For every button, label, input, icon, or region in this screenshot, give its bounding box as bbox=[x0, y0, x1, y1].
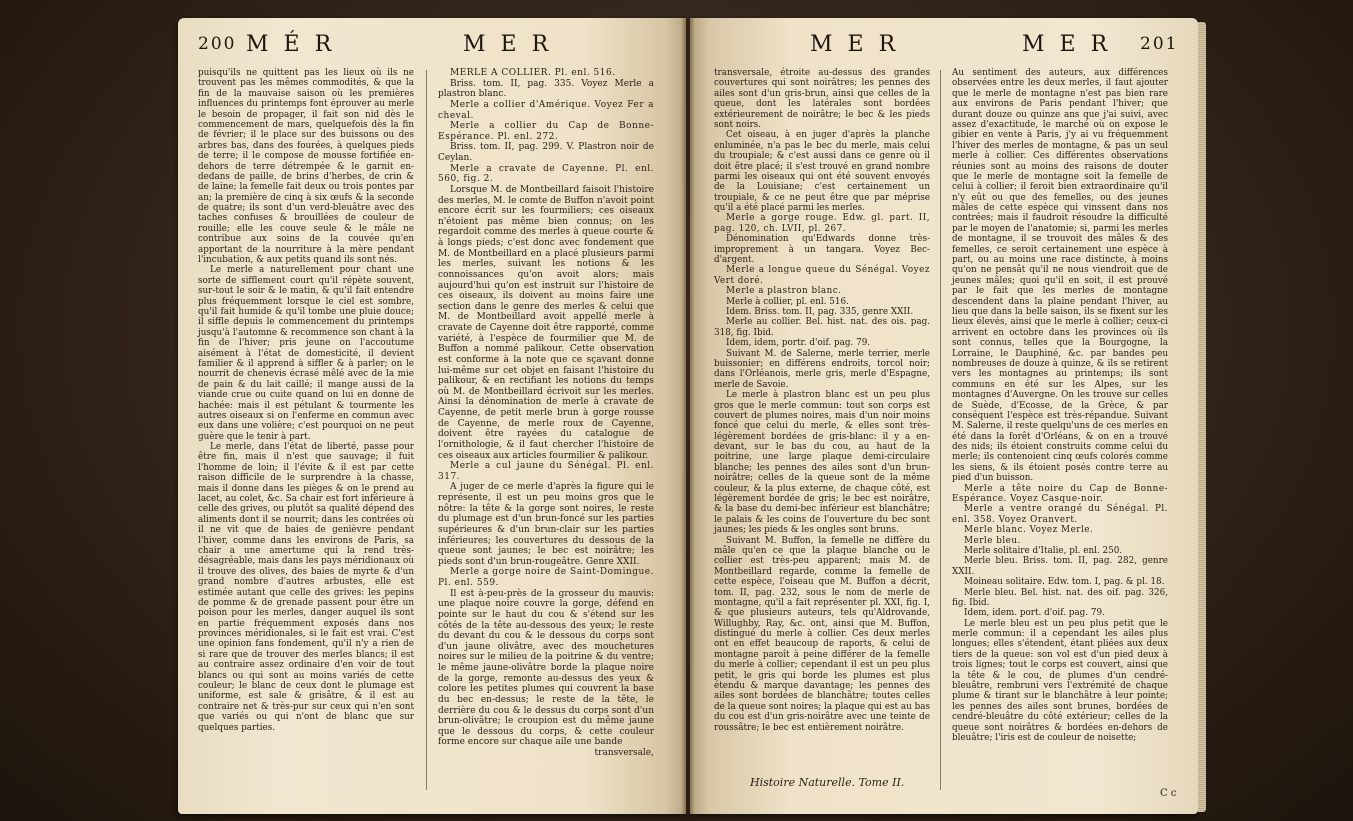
entry-line: Idem, idem, portr. d'oif. pag. 79. bbox=[726, 338, 871, 349]
book-gutter bbox=[681, 18, 695, 814]
entry-heading: Merle a gorge rouge. Edw. gl. part. II, pag. 120, ch. LVII, pl. 267. bbox=[714, 213, 930, 234]
paragraph: transversale, étroite au-dessus des grandes couvertures qui sont noirâtres; les pennes des ailes sont d'un gris-brun, ainsi que celles de la queue, dont les latérales sont bordées extérieurement de noirâtre; le bec & les pieds sont noirs. bbox=[714, 68, 930, 130]
entry-line: Merle bleu. Briss. tom. II, pag. 282, genre XXII. bbox=[952, 556, 1168, 577]
left-page bbox=[178, 18, 686, 814]
entry-line: Idem. Briss. tom. II, pag. 335, genre XXII. bbox=[726, 306, 914, 317]
entry-heading: Merle a collier d'Amérique. Voyez Fer a cheval. bbox=[438, 99, 654, 121]
page-number: 201 bbox=[1140, 34, 1179, 54]
entry-heading: Merle a gorge noire de Saint-Domingue. Pl. enl. 559. bbox=[438, 567, 654, 588]
entry-heading: Merle a cul jaune du Sénégal. Pl. enl. 317. bbox=[438, 461, 654, 482]
entry-line: Briss. tom. II, pag. 335. Voyez Merle a plastron blanc. bbox=[438, 78, 654, 100]
paragraph: Au sentiment des auteurs, aux différences observées entre les deux merles, il faut ajouter que le merle de montagne n'est pas bien rare aux environs de Paris pendant l'hiver; que durant douze ou quinze ans que j'ai suivi, avec assez d'exactitude, le marché où on expose le gibier en vente à Paris, j'y ai vu fréquemment l'hiver des merles de montagne, & pas un seul merle à collier. Ces différentes observations réunies sont au moins des raisons de douter que le merle de montagne soit la femelle de celui à collier; il feroit bien extraordinaire qu'il n'y eût ou que des femelles, ou des jeunes mâles de cette espèce qui vinssent dans nos contrées; mais il faudroit résoudre la difficulté par le moyen de l'anatomie; si, parmi les merles de montagne, il se trouvoit des mâles & des femelles, ce seroit certainement une espèce à part, ou au moins une race distincte, à moins qu'on ne pensât qu'il ne nous viendroit que de jeunes mâles; quoi qu'il en soit, il est prouvé par le fait que les merles de montagne descendent dans la plaine pendant l'hiver, au lieu que dans la belle saison, ils se fixent sur les lieux élevés, ainsi que le merle à collier; ceux-ci arrivent en octobre dans les provinces où ils sont connus, telles que la Bourgogne, la Lorraine, le Dauphiné, &c. par bandes peu nombreuses de douze à quinze, & ils se retirent vers les montagnes au printemps; ils sont communs en été sur les Alpes, sur les montagnes d'Auvergne. On les trouve sur celles de Suède, d'Ecosse, de la Grèce, & par conséquent l'espèce est très-répandue. Suivant M. Salerne, il reste quelqu'uns de ces merles en été dans la forêt d'Orléans, & on en a trouvé des nids; ils étoient construits comme celui du merle; ils contenoient cinq œufs colorés comme les siens, & ils étoient posés contre terre au pied d'un buisson. bbox=[952, 68, 1168, 484]
catchword: transversale, bbox=[594, 748, 654, 758]
entry-heading: Merle a plastron blanc. bbox=[726, 286, 842, 297]
running-head: M E R bbox=[810, 32, 900, 57]
paragraph: Le merle a naturellement pour chant une sorte de sifflement court qu'il répète souvent, sur-tout le soir & le matin, & qu'il fait entendre plus fréquemment lorsque le ciel est sombre, qu'il fait humide & qu'il tombe une pluie douce; il siffle depuis le commencement du printemps jusqu'à l'automne & recommence son chant à la fin de l'hiver; pris jeune on l'accoutume aisément à l'état de domesticité, il devient familier & il apprend à siffler & à parler; on le nourrit de chenevis écrasé mêlé avec de la mie de pain & du lait caillé; il mange aussi de la viande crue ou cuite quand on lui en donne de hachée: mais il est pétulant & tourmente les autres oiseaux si on l'enferme en commun avec eux dans une volière; c'est pourquoi on ne peut guère que le tenir à part. bbox=[198, 265, 414, 442]
entry-heading: Merle a cravate de Cayenne. Pl. enl. 560, fig. 2. bbox=[438, 163, 654, 185]
open-book bbox=[178, 18, 1198, 814]
paragraph: Le merle bleu est un peu plus petit que le merle commun: il a cependant les ailes plus longues; elles s'étendent, étant pliées aux deux tiers de la queue: son vol est d'un pied deux à trois lignes; tout le corps est couvert, ainsi que la tête & le cou, de plumes d'un cendré-bleuâtre, rembruni vers l'extrémité de chaque plume & tirant sur le blanchâtre à leur pointe; les pennes des ailes sont brunes, bordées de cendré-bleuâtre du côté extérieur; celles de la queue sont noirâtres & bordées en-dehors de bleuâtre; l'iris est de couleur de noisette; bbox=[952, 618, 1168, 743]
signature-mark: C c bbox=[1160, 788, 1177, 799]
column-rule bbox=[940, 70, 941, 790]
entry-line: Merle à collier, pl. enl. 516. bbox=[726, 296, 849, 307]
left-page-header bbox=[178, 32, 686, 62]
entry-heading: Merle blanc. Voyez Merle. bbox=[964, 525, 1094, 536]
right-page-header bbox=[690, 32, 1198, 62]
paragraph: Il est à-peu-près de la grosseur du mauvis: une plaque noire couvre la gorge, défend en pointe sur le haut du cou & s'étend sur les côtés de la tête au-dessous des yeux; le reste du devant du cou & le dessous du corps sont d'un jaune olivâtre, avec des mouchetures noires sur le milieu de la poitrine & du ventre; le même jaune-olivâtre borde la plaque noire de la gorge, remonte au-dessus des yeux & colore les petites plumes qui couvrent la base du bec en-dessus; le reste de la tête, le derrière du cou & le dessus du corps sont d'un brun-olivâtre; le croupion est du même jaune que le dessous du corps, & cette couleur forme encore sur chaque aile une bande bbox=[438, 588, 654, 748]
entry-heading: Merle a collier du Cap de Bonne-Espérance. Pl. enl. 272. bbox=[438, 121, 654, 142]
running-head: M É R bbox=[246, 32, 336, 57]
paragraph: Le merle à plastron blanc est un peu plus gros que le merle commun: tout son corps est couvert de plumes noires, mais d'un noir moins foncé que celui du merle, & elles sont très-légèrement bordées de gris-blanc: il y a en-devant, sur le bas du cou, au haut de la poitrine, une large plaque demi-circulaire blanche; les pennes des ailes sont d'un brun-noirâtre; celles de la queue sont de la même couleur, & la plus externe, de chaque côté, est légèrement bordée de gris; le bec est noirâtre, & la base du demi-bec inférieur est blanchâtre; le palais & les coins de l'ouverture du bec sont jaunes; les pieds & les ongles sont bruns. bbox=[714, 390, 930, 536]
paragraph: puisqu'ils ne quittent pas les lieux où ils ne trouvent pas les mêmes commodités, & que la fin de la mauvaise saison où les premières influences du printemps font éprouver au merle le besoin de propager, il fait son nid dès le commencement de mars, quelquefois dès la fin de février; il le place sur des buissons ou des arbres bas, dans des fourées, à quelques pieds de terre; il le compose de mousse fortifiée en-dehors de terre détrempée & le garnit en-dedans de paille, de brins d'herbes, de crin & de laine; la femelle fait deux ou trois pontes par an; la première de cinq à six œufs & la seconde de quatre; ils sont d'un verd-bleuâtre avec des taches confuses & brouillées de couleur de rouille; elle les couve seule & le mâle ne contribue aux soins de la couvée qu'en apportant de la nourriture à la mère pendant l'incubation, & aux petits quand ils sont nés. bbox=[198, 68, 414, 266]
left-page-column-1 bbox=[198, 68, 414, 733]
paragraph: Lorsque M. de Montbeillard faisoit l'histoire des merles, M. le comte de Buffon n'avoit point encore écrit sur les fourmiliers; ces oiseaux n'étoient pas même bien connus; on les regardoit comme des merles à queue courte & à longs pieds; c'est donc avec fondement que M. de Montbeillard en a placé plusieurs parmi les merles, suivant les notions & les connoissances qu'on avoit alors; mais aujourd'hui qu'on est instruit sur l'histoire de ces oiseaux, ils doivent au moins faire une section dans le genre des merles & celui que M. de Montbeillard avoit appellé merle à cravate de Cayenne doit être rapporté, comme variété, à l'espèce de fourmilier que M. de Buffon a nommé palikour. Cette observation est conforme à la note que ce sçavant donne lui-même sur cet objet en faisant l'histoire du palikour, & en rectifiant les notions du temps où M. de Montbeillard écrivoit sur les merles. Ainsi la dénomination de merle à cravate de Cayenne, de petit merle brun à gorge rousse de Cayenne, de merle roux de Cayenne, doivent être rayées du catalogue de l'ornithologie, & il faut chercher l'histoire de ces oiseaux aux articles fourmilier & palikour. bbox=[438, 184, 654, 461]
entry-heading: Merle bleu. bbox=[964, 535, 1021, 546]
entry-line: Merle bleu. Bel. hist. nat. des oif. pag. 326, fig. Ibid. bbox=[952, 587, 1168, 608]
paragraph: A juger de ce merle d'après la figure qui le représente, il est un peu moins gros que le nôtre: la tête & la gorge sont noires, le reste du plumage est d'un brun-foncé sur les parties supérieures & d'un brun-clair sur les parties inférieures; les couvertures du dessous de la queue sont jaunes; le bec est noirâtre; les pieds sont d'un brun-rougeâtre. Genre XXII. bbox=[438, 482, 654, 567]
entry-line: Idem, idem. port. d'oif. pag. 79. bbox=[964, 608, 1105, 619]
entry-heading: Merle a ventre orangé du Sénégal. Pl. enl. 358. Voyez Oranvert. bbox=[952, 504, 1168, 525]
paragraph: Suivant M. de Salerne, merle terrier, merle buissonier; en différens endroits, torcol noir; dans l'Orléanois, merle gris, merle d'Espagne, merle de Savoie. bbox=[714, 348, 930, 390]
running-head: M E R bbox=[463, 32, 553, 57]
entry-line: Briss. tom. II, pag. 299. V. Plastron noir de Ceylan. bbox=[438, 142, 654, 163]
entry-heading: Merle a longue queue du Sénégal. Voyez Vert doré. bbox=[714, 265, 930, 286]
entry-heading: Merle a tête noire du Cap de Bonne-Espérance. Voyez Casque-noir. bbox=[952, 483, 1168, 505]
entry-line: Moineau solitaire. Edw. tom. I, pag. & pl. 18. bbox=[964, 577, 1165, 588]
right-page-column-1 bbox=[714, 68, 930, 733]
paragraph: Le merle, dans l'état de liberté, passe pour être fin, mais il n'est que sauvage; il fuit l'homme de loin; il l'évite & il est par cette raison difficile de le surprendre à la chasse, mais il donne dans les pièges & on le prend au lacet, au colet, &c. Sa chair est fort inférieure à celle des grives, ou plutôt sa qualité dépend des aliments dont il se nourrit; dans les contrées où il ne vit que de baies de genièvre pendant l'hiver, comme dans les environs de Paris, sa chair a une amertume qui la rend très-désagréable, mais dans les pays méridionaux où il trouve des olives, des baies de myrte & d'un grand nombre d'autres arbustes, elle est estimée autant que celle des grives: les pepins de pomme & de grenade passent pour être un poison pour les merles, danger auquel ils sont en partie fréquemment exposés dans nos provinces méridionales, si le fait est vrai. C'est une opinion fans fondement, qu'il n'y a rien de si rare que de trouver des merles blancs; il est au contraire assez ordinaire d'en voir de tout blancs ou qui sont au moins variés de cette couleur; le blanc de ceux dont le plumage est uniforme, est sale & grisâtre, & il est au contraire net & très-pur sur ceux qui n'en sont que variés ou qui n'ont de blanc que sur quelques parties. bbox=[198, 442, 414, 733]
left-page-column-2 bbox=[438, 68, 654, 759]
page-edges bbox=[1198, 22, 1206, 812]
paragraph: Suivant M. Buffon, la femelle ne diffère du mâle qu'en ce que la plaque blanche ou le collier est très-peu apparent; mais M. de Montbeillard regarde, comme la femelle de cette espèce, l'oiseau que M. Buffon a décrit, tom. II, pag. 232, sous le nom de merle de montagne, qu'il a fait représenter pl. XXI, fig. I, & que plusieurs auteurs, tels qu'Aldrovande, Willughby, Ray, &c. ont, ainsi que M. Buffon, distingué du merle à collier. Ces deux merles ont en effet beaucoup de raports, & celui de montagne paroît à peine différer de la femelle du merle à collier; cependant il est un peu plus petit, le gris qui borde les plumes est plus étendu & marque davantage; les pennes des ailes sont bordées de blanchâtre; toutes celles de la queue sont noires; la plaque qui est au bas du cou est d'un gris-noirâtre avec une teinte de roussâtre; le bec est entièrement noirâtre. bbox=[714, 535, 930, 733]
paragraph: Cet oiseau, à en juger d'après la planche enluminée, n'a pas le bec du merle, mais celui du troupiale; & c'est aussi dans ce genre où il doit être placé; il s'est trouvé en grand nombre parmi les oiseaux qui ont été souvent envoyés de la Louisiane; c'est certainement un troupiale, & ce ne peut être que par méprise qu'il a été placé parmi les merles. bbox=[714, 130, 930, 214]
running-head: M E R bbox=[1022, 32, 1112, 57]
entry-line: Merle solitaire d'Italie, pl. enl. 250. bbox=[964, 545, 1123, 556]
page-footer: Histoire Naturelle. Tome II. bbox=[750, 776, 905, 789]
right-page-column-2 bbox=[952, 68, 1168, 743]
right-page bbox=[690, 18, 1198, 814]
entry-heading: MERLE A COLLIER. Pl. enl. 516. bbox=[450, 68, 616, 78]
page-number: 200 bbox=[198, 34, 237, 54]
entry-line: Merle au collier. Bel. hist. nat. des ois. pag. 318, fig. Ibid. bbox=[714, 317, 930, 338]
entry-line: Dénomination qu'Edwards donne très-improprement à un tangara. Voyez Bec-d'argent. bbox=[714, 234, 930, 266]
column-rule bbox=[426, 70, 427, 790]
